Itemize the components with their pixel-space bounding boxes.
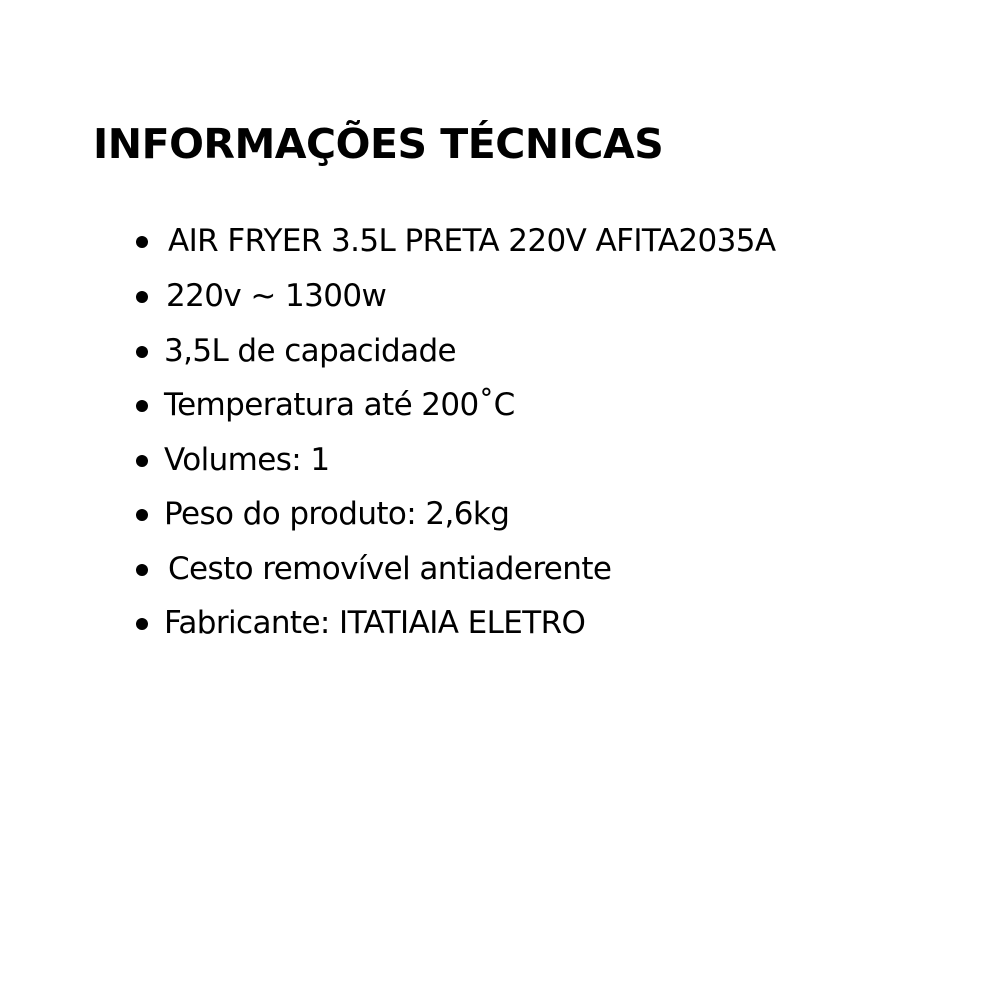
page-title: INFORMAÇÕES TÉCNICAS <box>93 120 664 168</box>
bullet-icon <box>136 400 148 412</box>
bullet-icon <box>136 455 148 467</box>
bullet-icon <box>136 291 148 303</box>
spec-text: AIR FRYER 3.5L PRETA 220V AFITA2035A <box>168 223 776 259</box>
spec-text: 3,5L de capacidade <box>164 333 457 369</box>
bullet-icon <box>136 509 148 521</box>
bullet-icon <box>136 618 148 630</box>
spec-text: Peso do produto: 2,6kg <box>164 496 510 532</box>
spec-text: Fabricante: ITATIAIA ELETRO <box>164 605 586 641</box>
spec-text: 220v ~ 1300w <box>166 278 387 314</box>
spec-text: Cesto removível antiaderente <box>168 551 612 587</box>
spec-text: Temperatura até 200˚C <box>164 387 515 423</box>
bullet-icon <box>136 346 148 358</box>
spec-text: Volumes: 1 <box>164 442 330 478</box>
bullet-icon <box>136 564 148 576</box>
bullet-icon <box>136 236 148 248</box>
